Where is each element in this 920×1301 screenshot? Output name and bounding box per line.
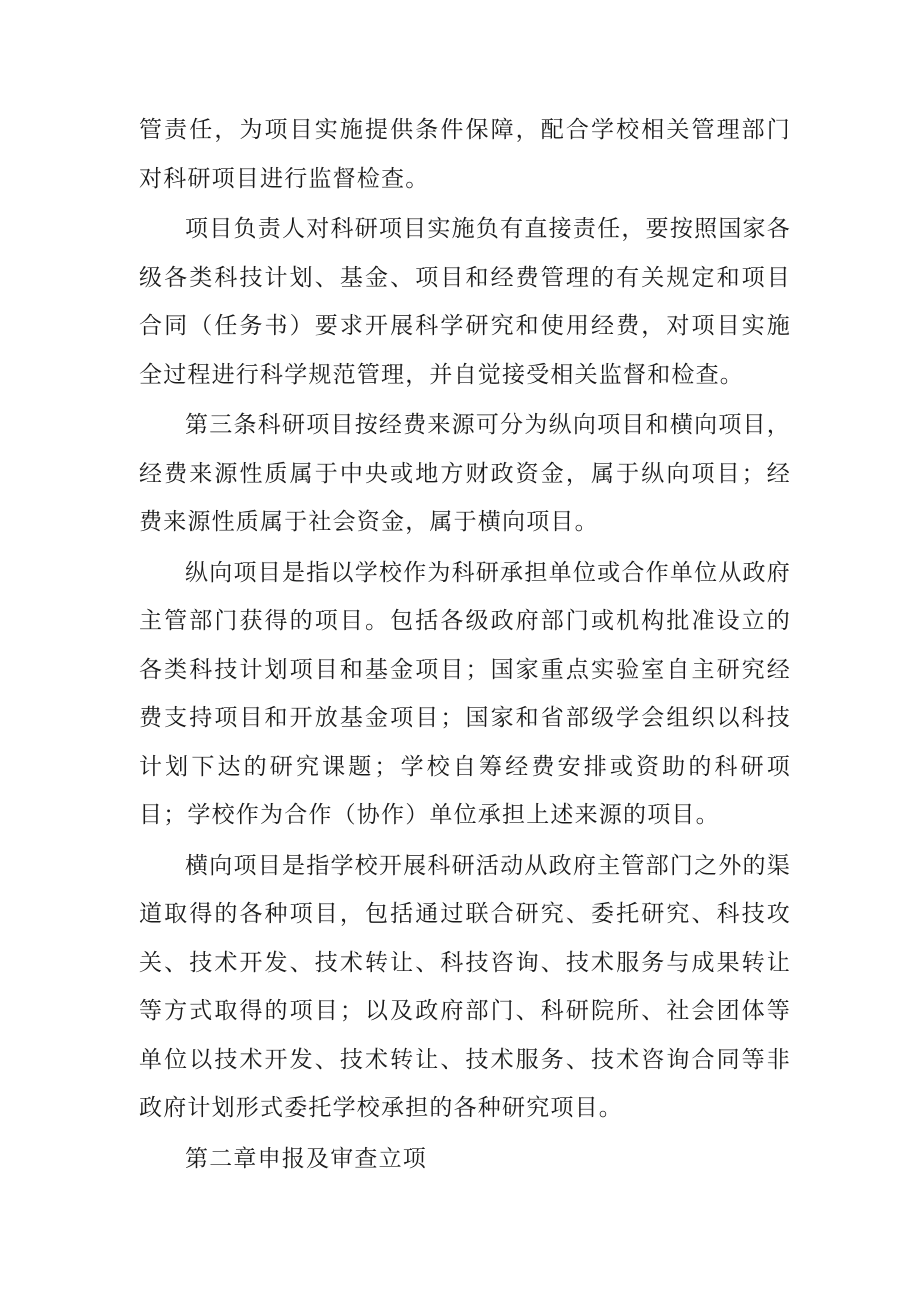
- paragraph-horizontal-projects: 横向项目是指学校开展科研活动从政府主管部门之外的渠道取得的各种项目，包括通过联合研究、委托研究、科技攻关、技术开发、技术转让、科技咨询、技术服务与成果转让等方式取得的项目；以及政府部门、科研院所、社会团体等单位以技术开发、技术转让、技术服务、技术咨询合同等非政府计划形式委托学校承担的各种研究项目。: [139, 852, 791, 1121]
- paragraph-project-leader: 项目负责人对科研项目实施负有直接责任，要按照国家各级各类科技计划、基金、项目和经费管理的有关规定和项目合同（任务书）要求开展科学研究和使用经费，对项目实施全过程进行科学规范管理，并自觉接受相关监督和检查。: [139, 216, 791, 388]
- document-body: [139, 106, 791, 1183]
- paragraph-continuation: 管责任，为项目实施提供条件保障，配合学校相关管理部门对科研项目进行监督检查。: [139, 117, 791, 192]
- chapter-heading: 第二章申报及审查立项: [185, 1145, 427, 1172]
- paragraph-vertical-projects: 纵向项目是指以学校作为科研承担单位或合作单位从政府主管部门获得的项目。包括各级政府部门或机构批准设立的各类科技计划项目和基金项目；国家重点实验室自主研究经费支持项目和开放基金项目；国家和省部级学会组织以科技计划下达的研究课题；学校自筹经费安排或资助的科研项目；学校作为合作（协作）单位承担上述来源的项目。: [139, 559, 791, 828]
- paragraph-article-3: 第三条科研项目按经费来源可分为纵向项目和横向项目，经费来源性质属于中央或地方财政资金，属于纵向项目；经费来源性质属于社会资金，属于横向项目。: [139, 412, 791, 535]
